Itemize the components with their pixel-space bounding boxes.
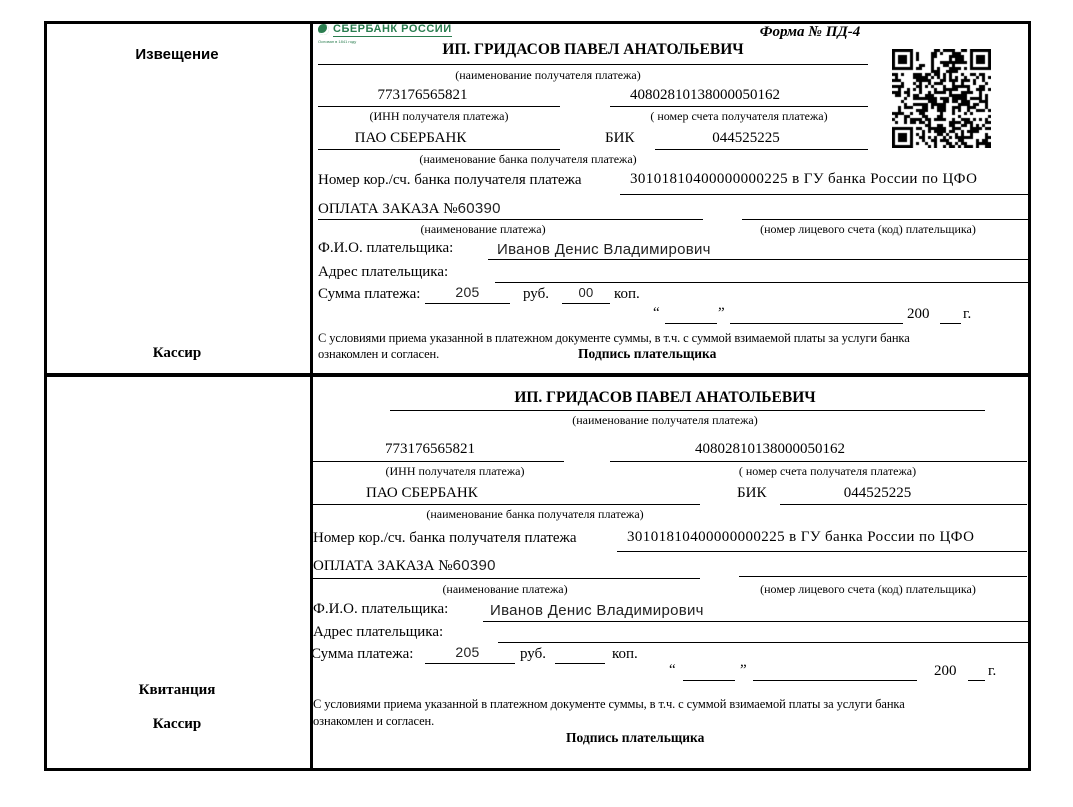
date-quote-open: “	[669, 662, 676, 678]
fill-line	[425, 663, 515, 664]
fill-line	[318, 106, 560, 107]
sberbank-logo-text: СБЕРБАНК РОССИИ	[333, 23, 452, 35]
order-number: 60390	[452, 557, 496, 574]
payee-caption: (наименование получателя платежа)	[572, 413, 758, 427]
payment-caption: (наименование платежа)	[420, 222, 546, 236]
bank-caption: (наименование банка получателя платежа)	[419, 152, 637, 166]
fill-line	[780, 504, 1027, 505]
fill-line	[488, 259, 1028, 260]
section-divider	[44, 373, 1031, 377]
account-caption: ( номер счета получателя платежа)	[650, 109, 828, 123]
date-quote-close: ”	[718, 305, 725, 321]
fill-line	[617, 551, 1027, 552]
fill-line	[495, 282, 1028, 283]
fill-line	[498, 642, 1028, 643]
fill-line	[610, 106, 868, 107]
payer-address-label: Адрес плательщика:	[313, 624, 444, 640]
form-type-label: Форма № ПД-4	[759, 24, 861, 40]
sum-label: Сумма платежа:	[311, 646, 414, 662]
agreement-text-1: С условиями приема указанной в платежном документе суммы, в т.ч. с суммой взимаемой платы за услуги банка	[318, 331, 910, 345]
year-prefix: 200	[934, 663, 957, 679]
payer-fio-label: Ф.И.О. плательщика:	[318, 240, 454, 256]
date-quote-open: “	[653, 305, 660, 321]
personal-account-caption: (номер лицевого счета (код) плательщика)	[760, 582, 976, 596]
corr-account-label: Номер кор./сч. банка получателя платежа	[318, 172, 582, 188]
qr-code	[892, 49, 991, 148]
personal-account-caption: (номер лицевого счета (код) плательщика)	[760, 222, 976, 236]
account-value: 40802810138000050162	[630, 87, 780, 103]
signature-label: Подпись плательщика	[566, 730, 705, 745]
date-quote-close: ”	[740, 662, 747, 678]
year-suffix: г.	[963, 306, 972, 322]
account-caption: ( номер счета получателя платежа)	[738, 464, 917, 478]
fill-line	[318, 219, 703, 220]
agreement-text-2: ознакомлен и согласен.	[313, 714, 435, 728]
fill-line	[313, 504, 700, 505]
fill-line	[683, 680, 735, 681]
fill-line	[739, 576, 1027, 577]
sberbank-logo-icon	[318, 24, 329, 35]
payer-fio-label: Ф.И.О. плательщика:	[313, 601, 449, 617]
inn-caption: (ИНН получателя платежа)	[369, 109, 509, 123]
payment-purpose	[318, 200, 501, 218]
kop-label: коп.	[612, 646, 638, 662]
rub-label: руб.	[520, 646, 546, 662]
sum-rub-value: 205	[455, 644, 480, 660]
fill-line	[318, 64, 868, 65]
year-prefix: 200	[907, 306, 930, 322]
fill-line	[425, 303, 510, 304]
receipt-side-label: Квитанция	[138, 682, 216, 698]
inn-caption: (ИНН получателя платежа)	[385, 464, 525, 478]
payment-label: ОПЛАТА ЗАКАЗА №	[313, 558, 453, 574]
fill-line	[753, 680, 917, 681]
bank-name: ПАО СБЕРБАНК	[354, 130, 467, 146]
fill-line	[555, 663, 605, 664]
sum-label: Сумма платежа:	[318, 286, 421, 302]
year-suffix: г.	[988, 663, 997, 679]
bik-value: 044525225	[712, 130, 780, 146]
payer-address-label: Адрес плательщика:	[318, 264, 449, 280]
payee-name: ИП. ГРИДАСОВ ПАВЕЛ АНАТОЛЬЕВИЧ	[514, 389, 816, 406]
fill-line	[655, 149, 868, 150]
corr-account-label: Номер кор./сч. банка получателя платежа	[313, 530, 577, 546]
rub-label: руб.	[523, 286, 549, 302]
fill-line	[730, 323, 903, 324]
corr-account-value: 30101810400000000225 в ГУ банка России по ЦФО	[630, 171, 978, 187]
fill-line	[313, 461, 564, 462]
fill-line	[562, 303, 610, 304]
fill-line	[620, 194, 1028, 195]
sum-rub-value: 205	[455, 284, 480, 300]
agreement-text-2: ознакомлен и согласен.	[318, 347, 440, 361]
fill-line	[318, 149, 560, 150]
kop-label: коп.	[614, 286, 640, 302]
agreement-text-1: С условиями приема указанной в платежном документе суммы, в т.ч. с суммой взимаемой платы за услуги банка	[313, 697, 905, 711]
fill-line	[940, 323, 961, 324]
fill-line	[968, 680, 985, 681]
corr-account-value: 30101810400000000225 в ГУ банка России по ЦФО	[627, 529, 975, 545]
payer-fio-value: Иванов Денис Владимирович	[490, 602, 704, 619]
inn-value: 773176565821	[377, 87, 468, 103]
cashier-label-bottom: Кассир	[152, 716, 202, 732]
sum-kop-value: 00	[578, 285, 594, 300]
fill-line	[610, 461, 1027, 462]
cashier-label-top: Кассир	[152, 345, 202, 361]
notice-side-label: Извещение	[135, 46, 219, 63]
account-value: 40802810138000050162	[695, 441, 845, 457]
payer-fio-value: Иванов Денис Владимирович	[497, 241, 711, 258]
inn-value: 773176565821	[385, 441, 475, 457]
payment-purpose	[313, 557, 496, 575]
payee-caption: (наименование получателя платежа)	[455, 68, 641, 82]
payment-label: ОПЛАТА ЗАКАЗА №	[318, 201, 458, 217]
fill-line	[665, 323, 717, 324]
fill-line	[390, 410, 985, 411]
order-number: 60390	[457, 200, 501, 217]
bik-label: БИК	[605, 130, 635, 146]
bank-name: ПАО СБЕРБАНК	[366, 485, 478, 501]
payee-name: ИП. ГРИДАСОВ ПАВЕЛ АНАТОЛЬЕВИЧ	[442, 41, 744, 58]
bik-value: 044525225	[843, 485, 912, 501]
payment-caption: (наименование платежа)	[442, 582, 568, 596]
fill-line	[742, 219, 1028, 220]
fill-line	[313, 578, 700, 579]
bik-label: БИК	[737, 485, 767, 501]
bank-caption: (наименование банка получателя платежа)	[426, 507, 644, 521]
fill-line	[483, 621, 1028, 622]
sberbank-logo-tagline: Основан в 1841 году	[318, 39, 357, 44]
signature-label: Подпись плательщика	[578, 346, 717, 361]
